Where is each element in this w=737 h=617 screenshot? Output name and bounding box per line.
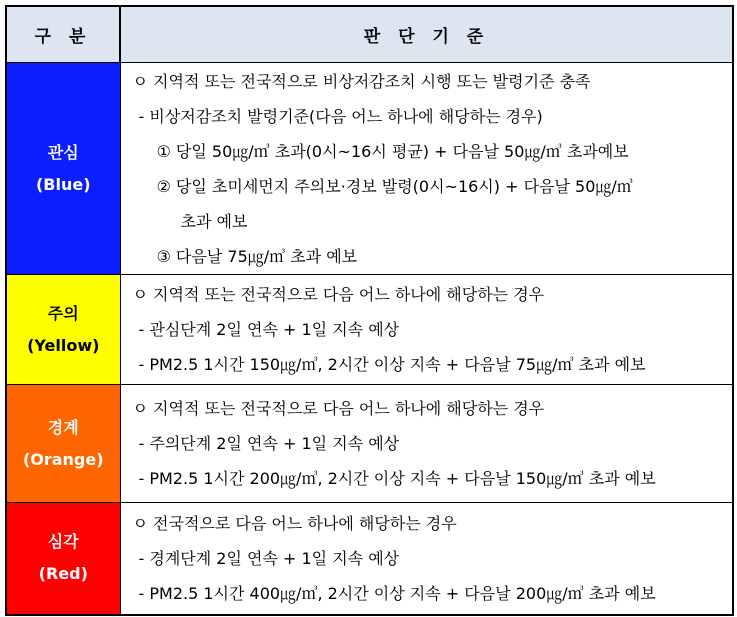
level-cell-red bbox=[6, 503, 120, 615]
criteria-line: 초과 예보 bbox=[180, 211, 248, 231]
level-name: 심각 bbox=[47, 532, 79, 552]
criteria-line: - 비상저감조치 발령기준(다음 어느 하나에 해당하는 경우) bbox=[138, 106, 543, 126]
level-color: (Yellow) bbox=[27, 335, 100, 355]
row-orange bbox=[6, 385, 733, 503]
criteria-cell-orange bbox=[120, 385, 733, 503]
criteria-cell-blue bbox=[120, 63, 733, 275]
header-criteria: 판 단 기 준 bbox=[120, 6, 733, 63]
criteria-cell-red bbox=[120, 503, 733, 615]
level-name: 경계 bbox=[47, 417, 79, 437]
criteria-line: ② 당일 초미세먼지 주의보·경보 발령(0시~16시) + 다음날 50㎍/㎥ bbox=[156, 176, 633, 196]
criteria-line: ㅇ 지역적 또는 전국적으로 다음 어느 하나에 해당하는 경우 bbox=[132, 285, 545, 304]
criteria-line: - 주의단계 2일 연속 + 1일 지속 예상 bbox=[138, 434, 400, 453]
criteria-line: - PM2.5 1시간 150㎍/㎥, 2시간 이상 지속 + 다음날 75㎍/㎥ 초과 예보 bbox=[138, 355, 646, 374]
criteria-line: - PM2.5 1시간 200㎍/㎥, 2시간 이상 지속 + 다음날 150㎍/㎥ 초과 예보 bbox=[138, 469, 656, 488]
criteria-line: - 관심단계 2일 연속 + 1일 지속 예상 bbox=[138, 320, 400, 339]
row-blue bbox=[6, 63, 733, 275]
criteria-line: ① 당일 50㎍/㎥ 초과(0시~16시 평균) + 다음날 50㎍/㎥ 초과예보 bbox=[156, 141, 629, 161]
alert-criteria-table bbox=[5, 5, 734, 616]
header-category: 구 분 bbox=[6, 6, 120, 63]
criteria-line: ③ 다음날 75㎍/㎥ 초과 예보 bbox=[156, 246, 358, 266]
criteria-line: - 경계단계 2일 연속 + 1일 지속 예상 bbox=[138, 548, 400, 568]
level-color: (Red) bbox=[38, 564, 88, 584]
level-cell-orange bbox=[6, 385, 120, 503]
level-cell-blue bbox=[6, 63, 120, 275]
level-color: (Blue) bbox=[35, 174, 91, 194]
criteria-line: ㅇ 전국적으로 다음 어느 하나에 해당하는 경우 bbox=[132, 513, 457, 533]
header-row bbox=[6, 6, 733, 63]
criteria-line: ㅇ 지역적 또는 전국적으로 다음 어느 하나에 해당하는 경우 bbox=[132, 399, 545, 418]
level-name: 주의 bbox=[47, 303, 79, 323]
row-yellow bbox=[6, 275, 733, 385]
level-color: (Orange) bbox=[22, 449, 104, 469]
level-cell-yellow bbox=[6, 275, 120, 385]
criteria-line: - PM2.5 1시간 400㎍/㎥, 2시간 이상 지속 + 다음날 200㎍/㎥ 초과 예보 bbox=[138, 583, 656, 603]
criteria-line: ㅇ 지역적 또는 전국적으로 비상저감조치 시행 또는 발령기준 충족 bbox=[132, 71, 591, 91]
level-name: 관심 bbox=[47, 142, 79, 162]
criteria-cell-yellow bbox=[120, 275, 733, 385]
row-red bbox=[6, 503, 733, 615]
